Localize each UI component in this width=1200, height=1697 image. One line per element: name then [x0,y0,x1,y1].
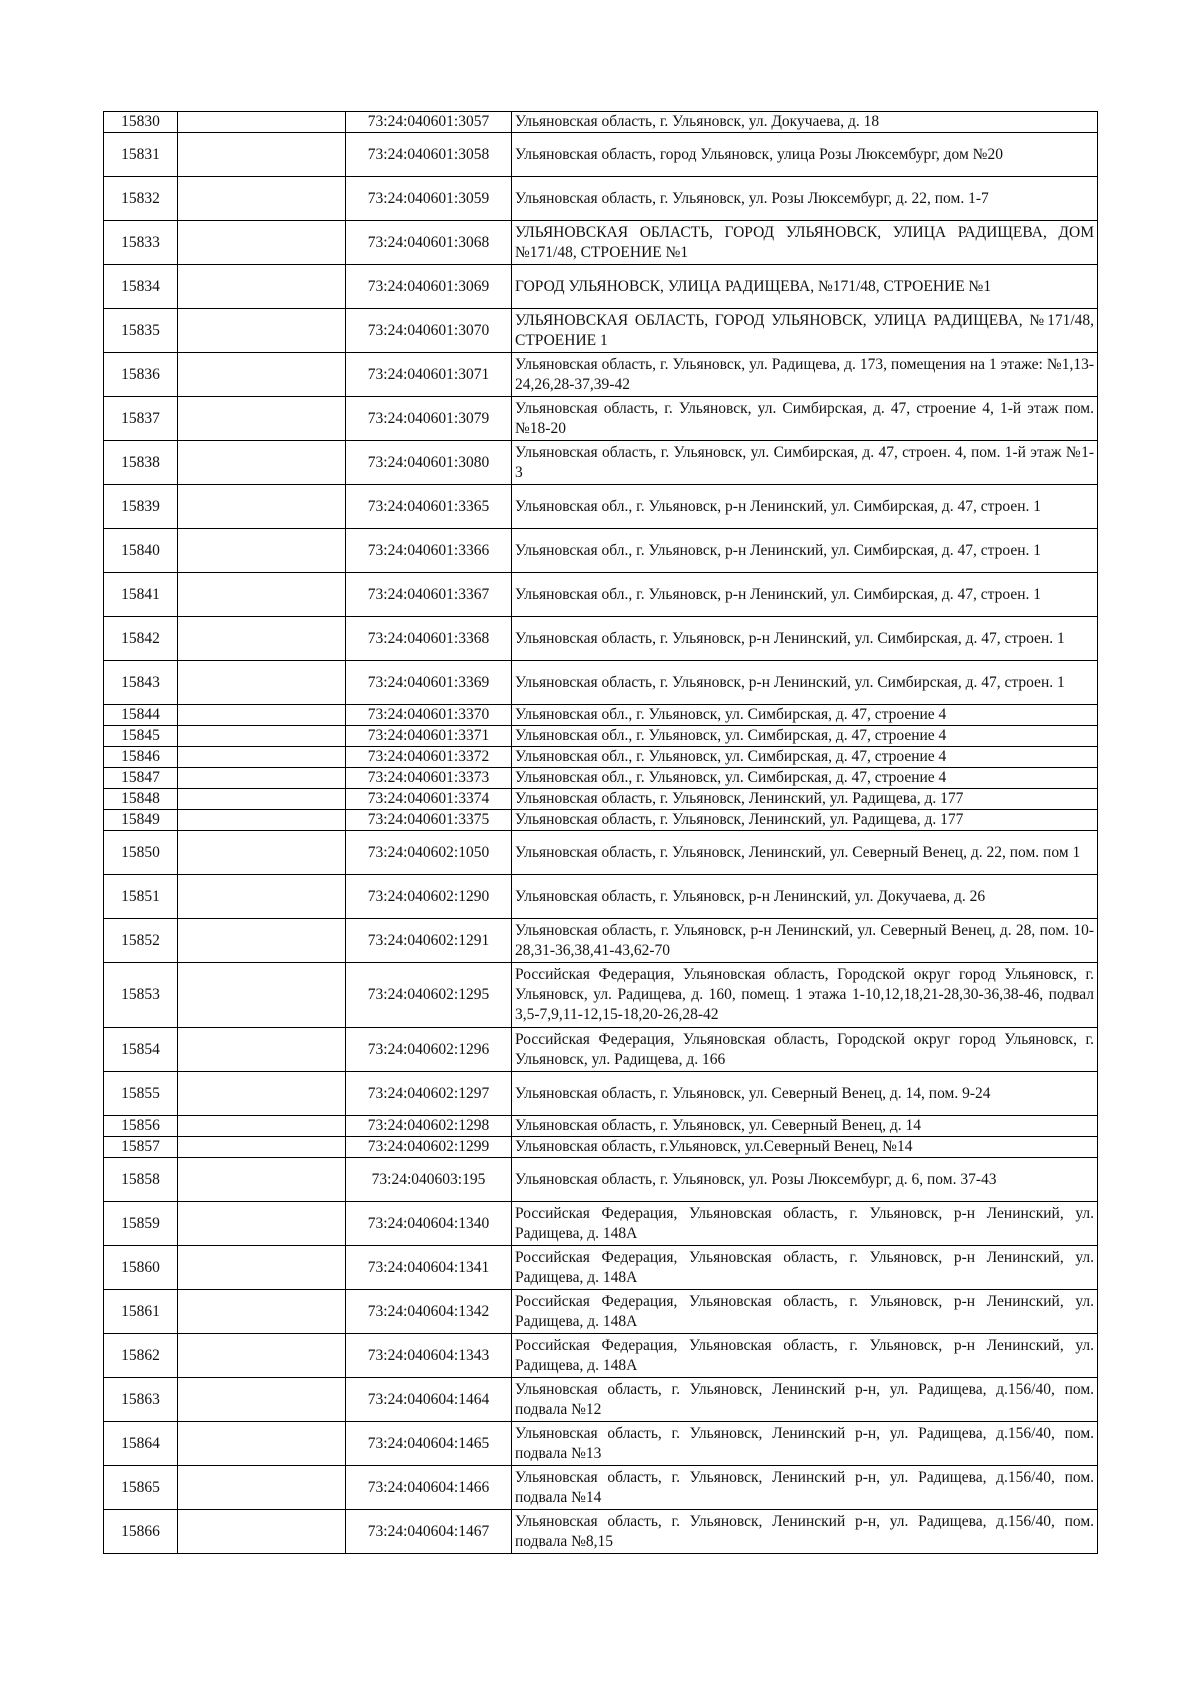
address-cell: Ульяновская обл., г. Ульяновск, ул. Симбирская, д. 47, строение 4 [512,768,1098,789]
address-cell: Ульяновская область, г. Ульяновск, ул. Розы Люксембург, д. 22, пом. 1-7 [512,177,1098,221]
cadastral-number-cell: 73:24:040601:3370 [346,705,512,726]
empty-cell [178,177,346,221]
row-number-cell: 15861 [104,1290,178,1334]
cadastral-number-cell: 73:24:040601:3059 [346,177,512,221]
row-number-cell: 15838 [104,441,178,485]
row-number-cell: 15857 [104,1137,178,1158]
row-number-cell: 15830 [104,112,178,133]
table-row [104,529,1098,573]
address-cell: Ульяновская область, г. Ульяновск, Ленинский, ул. Радищева, д. 177 [512,789,1098,810]
address-cell: Ульяновская область, г. Ульяновск, р-н Ленинский, ул. Симбирская, д. 47, строен. 1 [512,661,1098,705]
row-number-cell: 15837 [104,397,178,441]
address-cell: Ульяновская область, г. Ульяновск, Ленинский р-н, ул. Радищева, д.156/40, пом. подвала №8,15 [512,1510,1098,1554]
row-number-cell: 15844 [104,705,178,726]
table-row [104,1116,1098,1137]
empty-cell [178,133,346,177]
address-cell: Ульяновская область, г. Ульяновск, Ленинский, ул. Радищева, д. 177 [512,810,1098,831]
address-cell: Российская Федерация, Ульяновская область, г. Ульяновск, р-н Ленинский, ул. Радищева, д. 148А [512,1290,1098,1334]
empty-cell [178,1422,346,1466]
row-number-cell: 15843 [104,661,178,705]
table-row [104,133,1098,177]
address-cell: Российская Федерация, Ульяновская область, Городской округ город Ульяновск, г. Ульяновск, ул. Радищева, д. 160, помещ. 1 этажа 1-10,12,18,21-28,30-36,38-46, подвал 3,5-7,9,11-12,15-18,20-26,28-42 [512,963,1098,1028]
address-cell: Ульяновская область, г. Ульяновск, ул. Докучаева, д. 18 [512,112,1098,133]
cadastral-number-cell: 73:24:040604:1464 [346,1378,512,1422]
row-number-cell: 15860 [104,1246,178,1290]
address-cell: Ульяновская область, г. Ульяновск, ул. Северный Венец, д. 14, пом. 9-24 [512,1072,1098,1116]
empty-cell [178,963,346,1028]
cadastral-number-cell: 73:24:040602:1296 [346,1028,512,1072]
empty-cell [178,485,346,529]
empty-cell [178,397,346,441]
address-cell: Российская Федерация, Ульяновская область, Городской округ город Ульяновск, г. Ульяновск, ул. Радищева, д. 166 [512,1028,1098,1072]
table-row [104,353,1098,397]
table-row [104,1334,1098,1378]
cadastral-number-cell: 73:24:040602:1290 [346,875,512,919]
cadastral-number-cell: 73:24:040601:3372 [346,747,512,768]
row-number-cell: 15842 [104,617,178,661]
table-row [104,1378,1098,1422]
empty-cell [178,529,346,573]
address-cell: Ульяновская область, г. Ульяновск, ул. Радищева, д. 173, помещения на 1 этаже: №1,13-24,26,28-37,39-42 [512,353,1098,397]
cadastral-number-cell: 73:24:040601:3367 [346,573,512,617]
cadastral-number-cell: 73:24:040604:1342 [346,1290,512,1334]
row-number-cell: 15856 [104,1116,178,1137]
row-number-cell: 15852 [104,919,178,963]
cadastral-number-cell: 73:24:040604:1465 [346,1422,512,1466]
empty-cell [178,875,346,919]
address-cell: Ульяновская область, г. Ульяновск, ул. Северный Венец, д. 14 [512,1116,1098,1137]
row-number-cell: 15840 [104,529,178,573]
row-number-cell: 15834 [104,265,178,309]
empty-cell [178,1378,346,1422]
cadastral-number-cell: 73:24:040601:3371 [346,726,512,747]
cadastral-number-cell: 73:24:040602:1297 [346,1072,512,1116]
table-row [104,1466,1098,1510]
row-number-cell: 15846 [104,747,178,768]
row-number-cell: 15855 [104,1072,178,1116]
row-number-cell: 15831 [104,133,178,177]
cadastral-number-cell: 73:24:040601:3079 [346,397,512,441]
cadastral-number-cell: 73:24:040604:1467 [346,1510,512,1554]
cadastral-number-cell: 73:24:040604:1466 [346,1466,512,1510]
empty-cell [178,1116,346,1137]
address-cell: Ульяновская область, г. Ульяновск, ул. Розы Люксембург, д. 6, пом. 37-43 [512,1158,1098,1202]
row-number-cell: 15845 [104,726,178,747]
table-row [104,919,1098,963]
address-cell: Ульяновская область, г. Ульяновск, р-н Ленинский, ул. Симбирская, д. 47, строен. 1 [512,617,1098,661]
address-cell: Российская Федерация, Ульяновская область, г. Ульяновск, р-н Ленинский, ул. Радищева, д. 148А [512,1246,1098,1290]
address-cell: Ульяновская область, г. Ульяновск, ул. Симбирская, д. 47, строение 4, 1-й этаж пом. №18-20 [512,397,1098,441]
row-number-cell: 15835 [104,309,178,353]
table-row [104,1510,1098,1554]
empty-cell [178,309,346,353]
row-number-cell: 15864 [104,1422,178,1466]
address-cell: Ульяновская область, г. Ульяновск, Ленинский р-н, ул. Радищева, д.156/40, пом. подвала №13 [512,1422,1098,1466]
cadastral-number-cell: 73:24:040602:1298 [346,1116,512,1137]
cadastral-number-cell: 73:24:040601:3058 [346,133,512,177]
registry-table-body [104,112,1098,1554]
row-number-cell: 15851 [104,875,178,919]
address-cell: Ульяновская область, г. Ульяновск, Ленинский р-н, ул. Радищева, д.156/40, пом. подвала №14 [512,1466,1098,1510]
row-number-cell: 15841 [104,573,178,617]
cadastral-number-cell: 73:24:040602:1295 [346,963,512,1028]
table-row [104,1202,1098,1246]
row-number-cell: 15858 [104,1158,178,1202]
table-row [104,573,1098,617]
table-row [104,1137,1098,1158]
empty-cell [178,1466,346,1510]
table-row [104,747,1098,768]
row-number-cell: 15832 [104,177,178,221]
cadastral-number-cell: 73:24:040601:3069 [346,265,512,309]
empty-cell [178,768,346,789]
row-number-cell: 15850 [104,831,178,875]
empty-cell [178,1072,346,1116]
row-number-cell: 15833 [104,221,178,265]
table-row [104,112,1098,133]
cadastral-number-cell: 73:24:040603:195 [346,1158,512,1202]
empty-cell [178,441,346,485]
empty-cell [178,661,346,705]
table-row [104,309,1098,353]
table-row [104,1072,1098,1116]
table-row [104,726,1098,747]
table-row [104,177,1098,221]
address-cell: Ульяновская область, г. Ульяновск, Ленинский, ул. Северный Венец, д. 22, пом. пом 1 [512,831,1098,875]
empty-cell [178,1510,346,1554]
row-number-cell: 15863 [104,1378,178,1422]
empty-cell [178,353,346,397]
table-row [104,617,1098,661]
table-row [104,1158,1098,1202]
table-row [104,705,1098,726]
address-cell: Ульяновская обл., г. Ульяновск, р-н Ленинский, ул. Симбирская, д. 47, строен. 1 [512,573,1098,617]
table-row [104,441,1098,485]
cadastral-number-cell: 73:24:040601:3374 [346,789,512,810]
address-cell: Ульяновская обл., г. Ульяновск, р-н Ленинский, ул. Симбирская, д. 47, строен. 1 [512,529,1098,573]
address-cell: Ульяновская область, г. Ульяновск, р-н Ленинский, ул. Северный Венец, д. 28, пом. 10-28,31-36,38,41-43,62-70 [512,919,1098,963]
empty-cell [178,919,346,963]
cadastral-number-cell: 73:24:040602:1050 [346,831,512,875]
cadastral-number-cell: 73:24:040601:3375 [346,810,512,831]
empty-cell [178,617,346,661]
row-number-cell: 15849 [104,810,178,831]
cadastral-number-cell: 73:24:040601:3366 [346,529,512,573]
address-cell: ГОРОД УЛЬЯНОВСК, УЛИЦА РАДИЩЕВА, №171/48, СТРОЕНИЕ №1 [512,265,1098,309]
cadastral-number-cell: 73:24:040604:1341 [346,1246,512,1290]
row-number-cell: 15865 [104,1466,178,1510]
empty-cell [178,726,346,747]
empty-cell [178,1137,346,1158]
cadastral-number-cell: 73:24:040601:3373 [346,768,512,789]
table-row [104,221,1098,265]
table-row [104,661,1098,705]
table-row [104,485,1098,529]
address-cell: Ульяновская обл., г. Ульяновск, ул. Симбирская, д. 47, строение 4 [512,705,1098,726]
cadastral-number-cell: 73:24:040604:1340 [346,1202,512,1246]
cadastral-number-cell: 73:24:040601:3365 [346,485,512,529]
empty-cell [178,112,346,133]
empty-cell [178,1334,346,1378]
empty-cell [178,573,346,617]
table-row [104,768,1098,789]
cadastral-number-cell: 73:24:040601:3068 [346,221,512,265]
table-row [104,875,1098,919]
empty-cell [178,1246,346,1290]
table-row [104,397,1098,441]
cadastral-number-cell: 73:24:040602:1291 [346,919,512,963]
empty-cell [178,1028,346,1072]
row-number-cell: 15853 [104,963,178,1028]
row-number-cell: 15847 [104,768,178,789]
address-cell: УЛЬЯНОВСКАЯ ОБЛАСТЬ, ГОРОД УЛЬЯНОВСК, УЛИЦА РАДИЩЕВА, №171/48, СТРОЕНИЕ 1 [512,309,1098,353]
table-row [104,1290,1098,1334]
empty-cell [178,1202,346,1246]
cadastral-number-cell: 73:24:040601:3369 [346,661,512,705]
empty-cell [178,705,346,726]
address-cell: Ульяновская область, город Ульяновск, улица Розы Люксембург, дом №20 [512,133,1098,177]
cadastral-number-cell: 73:24:040601:3070 [346,309,512,353]
cadastral-number-cell: 73:24:040601:3057 [346,112,512,133]
empty-cell [178,747,346,768]
table-row [104,789,1098,810]
address-cell: Ульяновская область, г.Ульяновск, ул.Северный Венец, №14 [512,1137,1098,1158]
address-cell: Ульяновская область, г. Ульяновск, р-н Ленинский, ул. Докучаева, д. 26 [512,875,1098,919]
address-cell: Ульяновская обл., г. Ульяновск, р-н Ленинский, ул. Симбирская, д. 47, строен. 1 [512,485,1098,529]
cadastral-number-cell: 73:24:040604:1343 [346,1334,512,1378]
empty-cell [178,265,346,309]
row-number-cell: 15862 [104,1334,178,1378]
table-row [104,265,1098,309]
table-row [104,1028,1098,1072]
cadastral-number-cell: 73:24:040601:3368 [346,617,512,661]
table-row [104,1422,1098,1466]
row-number-cell: 15836 [104,353,178,397]
empty-cell [178,810,346,831]
address-cell: Ульяновская обл., г. Ульяновск, ул. Симбирская, д. 47, строение 4 [512,747,1098,768]
table-row [104,1246,1098,1290]
cadastral-number-cell: 73:24:040602:1299 [346,1137,512,1158]
empty-cell [178,831,346,875]
table-row [104,963,1098,1028]
empty-cell [178,1158,346,1202]
address-cell: Российская Федерация, Ульяновская область, г. Ульяновск, р-н Ленинский, ул. Радищева, д. 148А [512,1202,1098,1246]
address-cell: Ульяновская область, г. Ульяновск, Ленинский р-н, ул. Радищева, д.156/40, пом. подвала №12 [512,1378,1098,1422]
registry-table [103,111,1098,1554]
empty-cell [178,789,346,810]
row-number-cell: 15859 [104,1202,178,1246]
row-number-cell: 15839 [104,485,178,529]
empty-cell [178,221,346,265]
cadastral-number-cell: 73:24:040601:3080 [346,441,512,485]
table-row [104,831,1098,875]
table-row [104,810,1098,831]
address-cell: Ульяновская обл., г. Ульяновск, ул. Симбирская, д. 47, строение 4 [512,726,1098,747]
row-number-cell: 15854 [104,1028,178,1072]
cadastral-number-cell: 73:24:040601:3071 [346,353,512,397]
address-cell: Российская Федерация, Ульяновская область, г. Ульяновск, р-н Ленинский, ул. Радищева, д. 148А [512,1334,1098,1378]
empty-cell [178,1290,346,1334]
address-cell: Ульяновская область, г. Ульяновск, ул. Симбирская, д. 47, строен. 4, пом. 1-й этаж №1-3 [512,441,1098,485]
row-number-cell: 15866 [104,1510,178,1554]
address-cell: УЛЬЯНОВСКАЯ ОБЛАСТЬ, ГОРОД УЛЬЯНОВСК, УЛИЦА РАДИЩЕВА, ДОМ №171/48, СТРОЕНИЕ №1 [512,221,1098,265]
row-number-cell: 15848 [104,789,178,810]
